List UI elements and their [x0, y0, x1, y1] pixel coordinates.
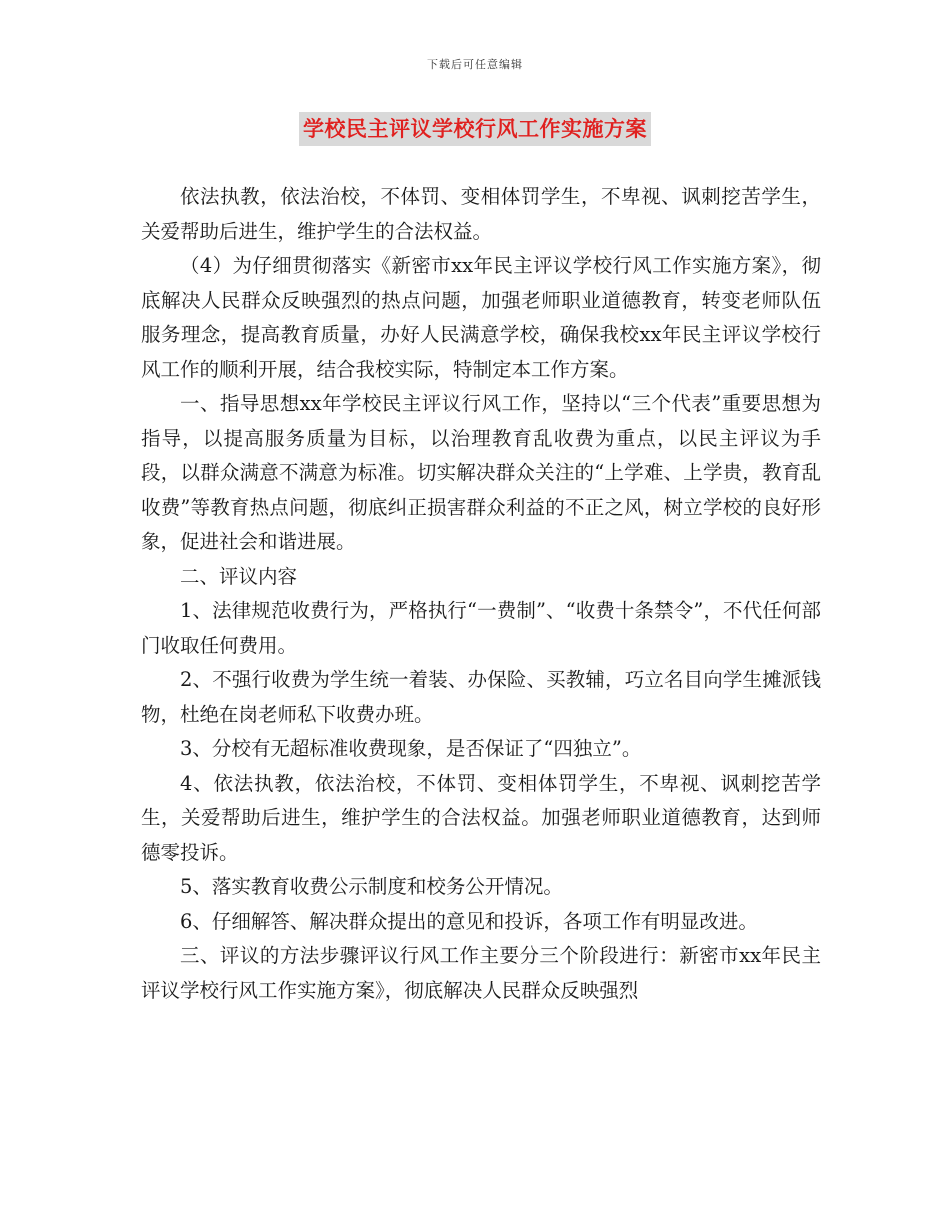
paragraph: 2、不强行收费为学生统一着装、办保险、买教辅，巧立名目向学生摊派钱物，杜绝在岗老师私下收费办班。 [141, 668, 821, 726]
paragraph: 三、评议的方法步骤评议行风工作主要分三个阶段进行：新密市xx年民主评议学校行风工作实施方案》，彻底解决人民群众反映强烈 [141, 944, 821, 1002]
paragraph: 6、仔细解答、解决群众提出的意见和投诉，各项工作有明显改进。 [180, 909, 758, 933]
paragraph: 依法执教，依法治校，不体罚、变相体罚学生，不卑视、讽刺挖苦学生，关爱帮助后进生，维护学生的合法权益。 [141, 185, 821, 243]
paragraph: 一、指导思想xx年学校民主评议行风工作，坚持以“三个代表”重要思想为指导，以提高服务质量为目标，以治理教育乱收费为重点，以民主评议为手段，以群众满意不满意为标准。切实解决群众关注的“上学难、上学贵，教育乱收费”等教育热点问题，彻底纠正损害群众利益的不正之风，树立学校的良好形象，促进社会和谐进展。 [141, 392, 821, 553]
document-title: 学校民主评议学校行风工作实施方案 [299, 112, 651, 146]
paragraph: 1、法律规范收费行为，严格执行“一费制”、“收费十条禁令”，不代任何部门收取任何费用。 [141, 599, 821, 657]
page-header-note: 下载后可任意编辑 [427, 58, 523, 71]
section-heading: 二、评议内容 [180, 564, 298, 588]
paragraph: （4）为仔细贯彻落实《新密市xx年民主评议学校行风工作实施方案》，彻底解决人民群众反映强烈的热点问题，加强老师职业道德教育，转变老师队伍服务理念，提高教育质量，办好人民满意学校，确保我校xx年民主评议学校行风工作的顺利开展，结合我校实际，特制定本工作方案。 [141, 254, 821, 381]
paragraph: 3、分校有无超标准收费现象，是否保证了“四独立”。 [180, 737, 642, 760]
paragraph: 4、依法执教，依法治校，不体罚、变相体罚学生，不卑视、讽刺挖苦学生，关爱帮助后进生，维护学生的合法权益。加强老师职业道德教育，达到师德零投诉。 [141, 771, 821, 864]
paragraph: 5、落实教育收费公示制度和校务公开情况。 [180, 875, 563, 898]
document-body [141, 180, 821, 1008]
title-container [0, 112, 950, 146]
